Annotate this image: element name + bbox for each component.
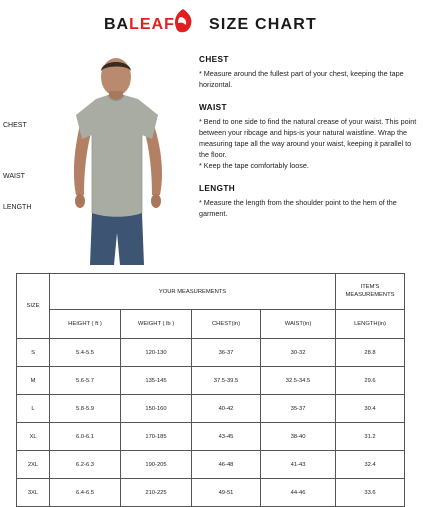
brand-logo-text — [104, 16, 175, 34]
table-subheader-row — [17, 310, 405, 339]
table-row — [17, 451, 405, 479]
chest-cell: 40-42 — [192, 395, 261, 423]
waist-cell: 30-32 — [261, 339, 336, 367]
chest-section — [199, 54, 421, 90]
length-cell: 32.4 — [336, 451, 405, 479]
table-row — [17, 339, 405, 367]
page-title: SIZE CHART — [209, 16, 317, 33]
size-cell: XL — [17, 423, 50, 451]
length-instruction: * Measure the length from the shoulder point to the hem of the garment. — [199, 198, 397, 218]
table-row — [17, 423, 405, 451]
size-column-header: SIZE — [17, 274, 50, 339]
length-cell: 31.2 — [336, 423, 405, 451]
chest-column-header: CHEST(in) — [192, 310, 261, 339]
weight-cell: 170-185 — [121, 423, 192, 451]
height-cell: 5.6-5.7 — [50, 367, 121, 395]
waist-column-header: WAIST(in) — [261, 310, 336, 339]
brand-text-prefix: BA — [104, 16, 130, 33]
length-cell: 30.4 — [336, 395, 405, 423]
chest-label: CHEST — [3, 122, 27, 129]
height-cell: 5.8-5.9 — [50, 395, 121, 423]
your-measurements-header: YOUR MEASUREMENTS — [50, 274, 336, 310]
chest-cell: 43-45 — [192, 423, 261, 451]
length-column-header: LENGTH(in) — [336, 310, 405, 339]
weight-cell: 120-130 — [121, 339, 192, 367]
size-cell: M — [17, 367, 50, 395]
weight-cell: 190-205 — [121, 451, 192, 479]
length-label: LENGTH — [3, 204, 32, 211]
model-tshirt-image — [58, 55, 178, 265]
weight-column-header: WEIGHT ( lb ) — [121, 310, 192, 339]
size-cell: S — [17, 339, 50, 367]
table-row — [17, 367, 405, 395]
leaf-logo-icon — [171, 8, 195, 34]
items-measurements-header: ITEM'S MEASUREMENTS — [336, 274, 405, 310]
chest-cell: 36-37 — [192, 339, 261, 367]
waist-instruction-tape: * Keep the tape comfortably loose. — [199, 161, 309, 170]
chest-cell: 46-48 — [192, 451, 261, 479]
weight-cell: 150-160 — [121, 395, 192, 423]
weight-cell: 210-225 — [121, 479, 192, 507]
measurement-instructions — [199, 54, 421, 231]
table-header-row — [17, 274, 405, 310]
waist-cell: 38-40 — [261, 423, 336, 451]
height-cell: 6.0-6.1 — [50, 423, 121, 451]
waist-section — [199, 102, 421, 171]
height-cell: 6.2-6.3 — [50, 451, 121, 479]
chest-instruction: * Measure around the fullest part of your chest, keeping the tape horizontal. — [199, 69, 404, 89]
height-cell: 6.4-6.5 — [50, 479, 121, 507]
waist-cell: 44-46 — [261, 479, 336, 507]
height-column-header: HEIGHT ( ft ) — [50, 310, 121, 339]
waist-label: WAIST — [3, 173, 25, 180]
height-cell: 5.4-5.5 — [50, 339, 121, 367]
weight-cell: 135-145 — [121, 367, 192, 395]
size-cell: L — [17, 395, 50, 423]
length-section-title: LENGTH — [199, 184, 236, 193]
size-chart-header — [0, 0, 423, 44]
chest-section-title: CHEST — [199, 55, 229, 64]
waist-section-title: WAIST — [199, 103, 227, 112]
size-table — [16, 273, 405, 507]
size-cell: 2XL — [17, 451, 50, 479]
waist-instruction: * Bend to one side to find the natural crease of your waist. This point between your ribcage and hips-is your natural waistline. Wrap the measuring tape all the way around your waist, keeping it parallel to the floor. — [199, 117, 417, 159]
waist-cell: 41-43 — [261, 451, 336, 479]
chest-cell: 49-51 — [192, 479, 261, 507]
brand-text-leaf: LEAF — [129, 16, 175, 33]
table-row — [17, 395, 405, 423]
size-cell: 3XL — [17, 479, 50, 507]
chest-cell: 37.5-39.5 — [192, 367, 261, 395]
length-cell: 33.6 — [336, 479, 405, 507]
waist-cell: 32.5-34.5 — [261, 367, 336, 395]
model-illustration — [0, 55, 200, 265]
length-cell: 29.6 — [336, 367, 405, 395]
waist-cell: 35-37 — [261, 395, 336, 423]
table-row — [17, 479, 405, 507]
length-cell: 28.8 — [336, 339, 405, 367]
length-section — [199, 183, 421, 219]
